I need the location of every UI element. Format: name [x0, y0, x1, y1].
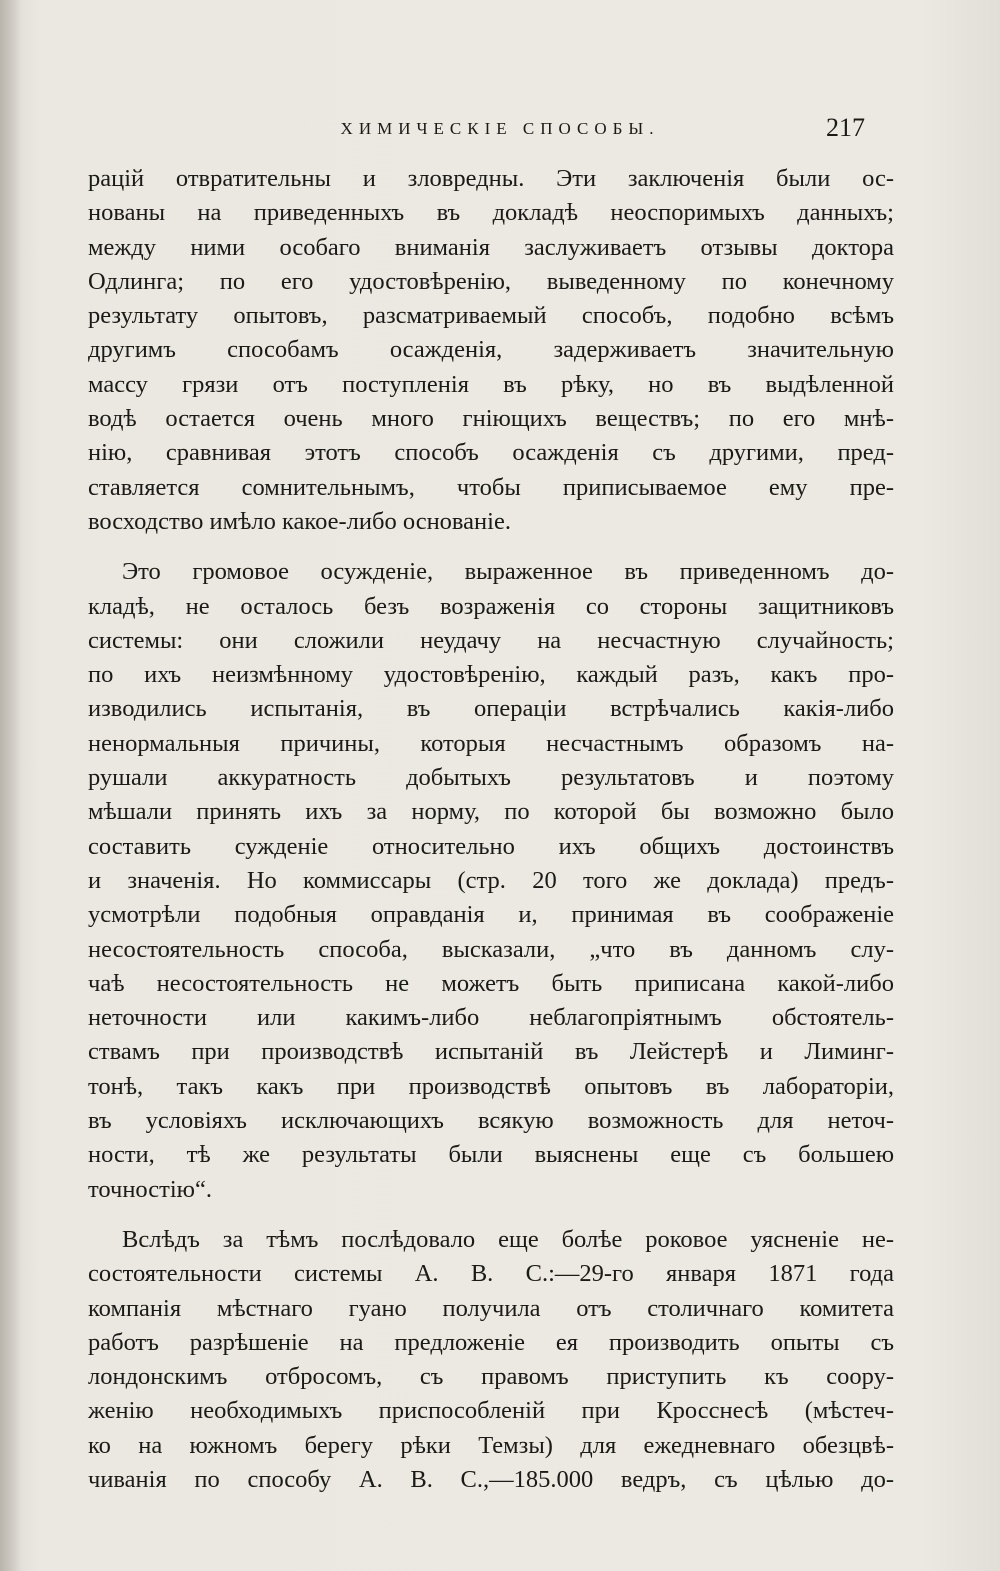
- text-line: изводились испытанія, въ операціи встрѣчались какія-либо: [88, 695, 894, 723]
- text-line: нованы на приведенныхъ въ докладѣ неоспоримыхъ данныхъ;: [88, 199, 894, 227]
- text-line: женію необходимыхъ приспособленій при Кросснесѣ (мѣстеч-: [88, 1397, 894, 1425]
- paragraph-gap: [88, 1207, 894, 1223]
- paragraph: [88, 1223, 894, 1497]
- text-line: чаѣ несостоятельность не можетъ быть приписана какой-либо: [88, 969, 894, 997]
- text-line: и значенія. Но коммиссары (стр. 20 того же доклада) предъ-: [88, 866, 894, 894]
- text-line: ненормальныя причины, которыя несчастнымъ образомъ на-: [88, 729, 894, 757]
- text-line: результату опытовъ, разсматриваемый способъ, подобно всѣмъ: [88, 302, 894, 330]
- text-line: рацій отвратительны и зловредны. Эти заключенія были ос-: [88, 165, 894, 192]
- running-head: [0, 113, 1000, 143]
- text-line: между ними особаго вниманія заслуживаетъ отзывы доктора: [88, 233, 894, 261]
- text-line: восходство имѣло какое-либо основаніе.: [88, 507, 511, 535]
- text-line: массу грязи отъ поступленія въ рѣку, но въ выдѣленной: [88, 370, 894, 398]
- text-line: чиванія по способу А. В. С.,—185.000 ведръ, съ цѣлью до-: [88, 1465, 894, 1493]
- text-line: состоятельности системы А. В. С.:—29-го января 1871 года: [88, 1260, 894, 1288]
- text-line: составить сужденіе относительно ихъ общихъ достоинствъ: [88, 832, 894, 860]
- text-line: по ихъ неизмѣнному удостовѣренію, каждый разъ, какъ про-: [88, 661, 894, 689]
- text-line: кладѣ, не осталось безъ возраженія со стороны защитниковъ: [88, 592, 894, 620]
- paragraph: [88, 555, 894, 1207]
- paragraph: [88, 162, 894, 539]
- text-line: рушали аккуратность добытыхъ результатовъ и поэтому: [88, 764, 894, 792]
- page-number: 217: [826, 113, 865, 142]
- text-line: неточности или какимъ-либо неблагопріятнымъ обстоятель-: [88, 1004, 894, 1032]
- text-line: ставляется сомнительнымъ, чтобы приписываемое ему пре-: [88, 473, 894, 501]
- text-line: лондонскимъ отбросомъ, съ правомъ приступить къ соору-: [88, 1363, 894, 1391]
- text-line: мѣшали принять ихъ за норму, по которой бы возможно было: [88, 798, 894, 826]
- text-line: ности, тѣ же результаты были выяснены еще съ большею: [88, 1141, 894, 1169]
- text-line: водѣ остается очень много гніющихъ веществъ; по его мнѣ-: [88, 405, 894, 433]
- text-line: Это громовое осужденіе, выраженное въ приведенномъ до-: [122, 558, 894, 586]
- text-line: работъ разрѣшеніе на предложеніе ея производить опыты съ: [88, 1328, 894, 1356]
- text-line: въ условіяхъ исключающихъ всякую возможность для неточ-: [88, 1107, 894, 1135]
- text-line: тонѣ, такъ какъ при производствѣ опытовъ въ лабораторіи,: [88, 1072, 894, 1100]
- text-line: другимъ способамъ осажденія, задерживаетъ значительную: [88, 336, 894, 364]
- text-line: ствамъ при производствѣ испытаній въ Лейстерѣ и Лиминг-: [88, 1038, 894, 1066]
- text-line: ко на южномъ берегу рѣки Темзы) для ежедневнаго обезцвѣ-: [88, 1431, 894, 1459]
- text-line: несостоятельность способа, высказали, „что въ данномъ слу-: [88, 935, 894, 963]
- running-head-title: ХИМИЧЕСКІЕ СПОСОБЫ.: [340, 119, 660, 138]
- text-line: нію, сравнивая этотъ способъ осажденія съ другими, пред-: [88, 439, 894, 467]
- text-line: усмотрѣли подобныя оправданія и, принимая въ соображеніе: [88, 901, 894, 929]
- text-line: компанія мѣстнаго гуано получила отъ столичнаго комитета: [88, 1294, 894, 1322]
- text-line: Вслѣдъ за тѣмъ послѣдовало еще болѣе роковое уясненіе не-: [122, 1225, 894, 1253]
- page-spine-shadow: [0, 0, 22, 1571]
- body-text: [88, 162, 894, 1497]
- text-line: системы: они сложили неудачу на несчастную случайность;: [88, 626, 894, 654]
- text-line: Одлинга; по его удостовѣренію, выведенному по конечному: [88, 267, 894, 295]
- paragraph-gap: [88, 539, 894, 555]
- text-line: точностію“.: [88, 1175, 212, 1203]
